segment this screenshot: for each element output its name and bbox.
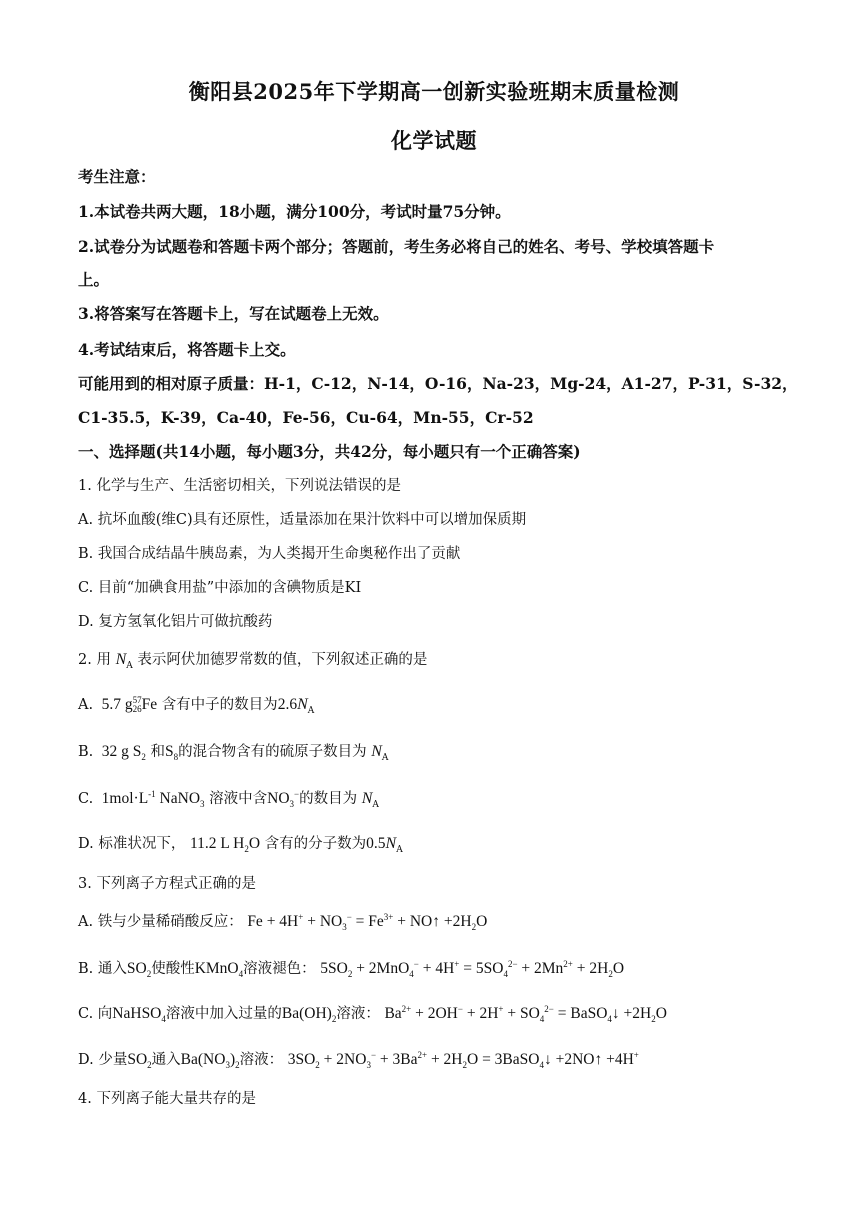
q1-stem: 1. 化学与生产、生活密切相关，下列说法错误的是 [78, 478, 401, 494]
atomic-mass-line-2: C1-35.5，K-39，Ca-40，Fe-56，Cu-64，Mn-55，Cr-52 [78, 408, 534, 427]
exam-subtitle: 化学试题 [391, 128, 477, 153]
q1-option-c: C. 目前“加碘食用盐”中添加的含碘物质是KI [78, 580, 362, 596]
q2-option-c: C. $1mol\cdot L^{-1}$ NaNO$_3$ 溶液中含$NO_3^-$的数目为 $N_A$ [78, 788, 379, 810]
q1-option-d: D. 复方氢氧化铝片可做抗酸药 [78, 614, 273, 630]
q1-option-b: B. 我国合成结晶牛胰岛素，为人类揭开生命奥秘作出了贡献 [78, 546, 461, 562]
q2-stem-suffix: 表示阿伏加德罗常数的值，下列叙述正确的是 [137, 652, 428, 668]
q2-option-b: B. 32 g $S_2$ 和$S_8$的混合物含有的硫原子数目为 $N_A$ [78, 743, 389, 763]
notice-item-1: 1.本试卷共两大题，18小题，满分100分，考试时量75分钟。 [78, 202, 511, 221]
notice-item-3: 3.将答案写在答题卡上，写在试题卷上无效。 [78, 304, 389, 323]
notice-item-2: 2.试卷分为试题卷和答题卡两个部分；答题前，考生务必将自己的姓名、考号、学校填答题卡 [78, 237, 715, 256]
q3-option-c: C. 向NaHSO$_4$溶液中加入过量的$Ba(OH)_2$溶液： $Ba^{2+} + 2OH^- + 2H^+ + SO_4^{2-}$ = BaSO$_4$↓ $+2H_2O$ [78, 1003, 667, 1025]
notice-item-4: 4.考试结束后，将答题卡上交。 [78, 340, 296, 359]
q2-option-d: D. 标准状况下， 11.2 L $H_2O$ 含有的分子数为$0.5N_A$ [78, 835, 403, 855]
notice-heading: 考生注意： [78, 167, 156, 186]
q2-option-a: A. 5.7 g 57 26 Fe 含有中子的数目为$2.6N_A$ [78, 695, 315, 716]
q2-stem: 2. 用 $N_A$ 表示阿伏加德罗常数的值，下列叙述正确的是 [78, 651, 428, 671]
exam-title: 衡阳县2025年下学期高一创新实验班期末质量检测 [188, 79, 680, 104]
atomic-mass-line-1: 可能用到的相对原子质量：H-1，C-12，N-14，O-16，Na-23，Mg-24，A1-27，P-31，S-32， [78, 374, 798, 393]
q3-stem: 3. 下列离子方程式正确的是 [78, 876, 256, 892]
q3-option-a: A. 铁与少量稀硝酸反应： $Fe + 4H^+ + NO_3^- = Fe^{3+}$ + NO↑ $+2H_2O$ [78, 911, 488, 933]
q3-option-d: D. 少量$SO_2$通入$Ba(NO_3)_2$溶液： $3SO_2 + 2NO_3^- + 3Ba^{2+} + 2H_2O$ = 3BaSO$_4$↓ +2NO↑ +4H+ [78, 1049, 639, 1071]
q3-option-b: B. 通入$SO_2$使酸性KMnO$_4$溶液褪色： $5SO_2 + 2MnO_4^- + 4H^+ = 5SO_4^{2-} + 2Mn^{2+} + 2H_2O$ [78, 958, 625, 980]
section-1-heading: 一、选择题(共14小题，每小题3分，共42分，每小题只有一个正确答案) [78, 442, 581, 461]
q4-stem: 4. 下列离子能大量共存的是 [78, 1091, 256, 1107]
q1-option-a: A. 抗坏血酸(维C)具有还原性，适量添加在果汁饮料中可以增加保质期 [78, 512, 527, 528]
notice-item-2-cont: 上。 [78, 270, 110, 289]
q2-stem-prefix: 2. 用 [78, 652, 111, 668]
